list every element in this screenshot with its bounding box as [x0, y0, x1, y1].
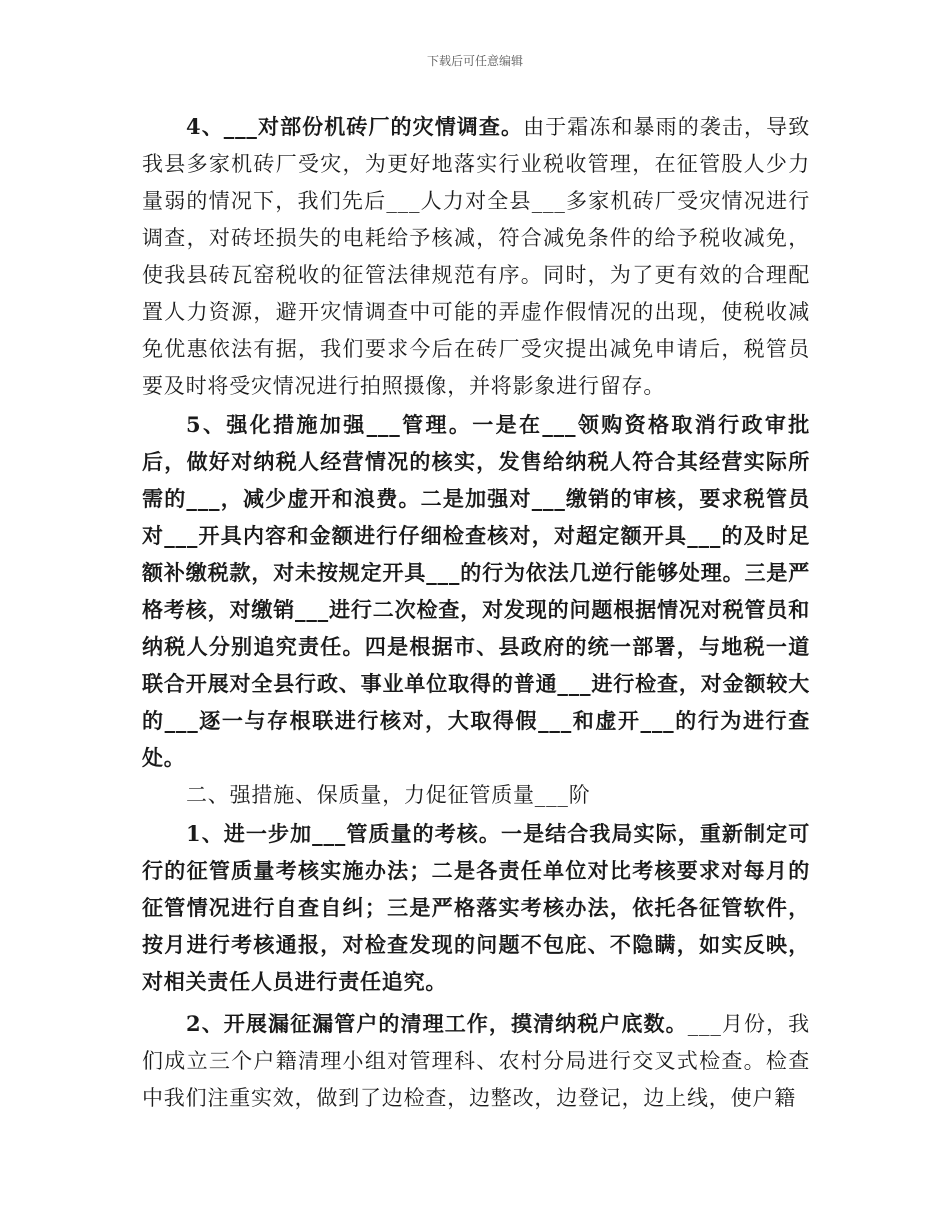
paragraph-text: 二、强措施、保质量，力促征管质量___阶 [186, 783, 591, 807]
section-heading-two [142, 777, 810, 814]
document-body [142, 108, 810, 1117]
paragraph-text: 一是在___领购资格取消行政审批后，做好对纳税人经营情况的核实，发售给纳税人符合其经营实际所需的___，减少虚开和浪费。二是加强对___缴销的审核，要求税管员对___开具内容和金额进行仔细检查核对，对超定额开具___的及时足额补缴税款，对未按规定开具___的行为依法几逆行能够处理。三是严格考核，对缴销___进行二次检查，对发现的问题根据情况对税管员和纳税人分别追究责任。四是根据市、县政府的统一部署，与地税一道联合开展对全县行政、事业单位取得的普通___进行检查，对金额较大的___逐一与存根联进行核对，大取得假___和虚开___的行为进行查处。 [142, 412, 810, 770]
page-header: 下载后可任意编辑 [426, 54, 523, 68]
paragraph-title: 1、进一步加___管质量的考核。 [186, 821, 501, 846]
paragraph-brick-factory-survey [142, 108, 810, 405]
paragraph-household-cleanup [142, 1005, 810, 1117]
paragraph-title: 4、___对部份机砖厂的灾情调查。 [186, 114, 524, 139]
paragraph-title: 2、开展漏征漏管户的清理工作，摸清纳税户底数。 [186, 1011, 688, 1036]
paragraph-quality-assessment [142, 815, 810, 1000]
paragraph-text: 由于霜冻和暴雨的袭击，导致我县多家机砖厂受灾，为更好地落实行业税收管理，在征管股人少力量弱的情况下，我们先后___人力对全县___多家机砖厂受灾情况进行调查，对砖坯损失的电耗给予核减，符合减免条件的给予税收减免，使我县砖瓦窑税收的征管法律规范有序。同时，为了更有效的合理配置人力资源，避开灾情调查中可能的弄虚作假情况的出现，使税收减免优惠依法有据，我们要求今后在砖厂受灾提出减免申请后，税管员要及时将受灾情况进行拍照摄像，并将影象进行留存。 [142, 115, 810, 398]
paragraph-text: ___月份，我们成立三个户籍清理小组对管理科、农村分局进行交叉式检查。检查中我们注重实效，做到了边检查，边整改，边登记，边上线，使户籍 [142, 1012, 810, 1110]
paragraph-text: 一是结合我局实际，重新制定可行的征管质量考核实施办法；二是各责任单位对比考核要求对每月的征管情况进行自查自纠；三是严格落实考核办法，依托各征管软件，按月进行考核通报，对检查发现的问题不包庇、不隐瞒，如实反映，对相关责任人员进行责任追究。 [142, 821, 810, 994]
paragraph-invoice-management [142, 406, 810, 776]
paragraph-title: 5、强化措施加强___管理。 [186, 412, 473, 437]
